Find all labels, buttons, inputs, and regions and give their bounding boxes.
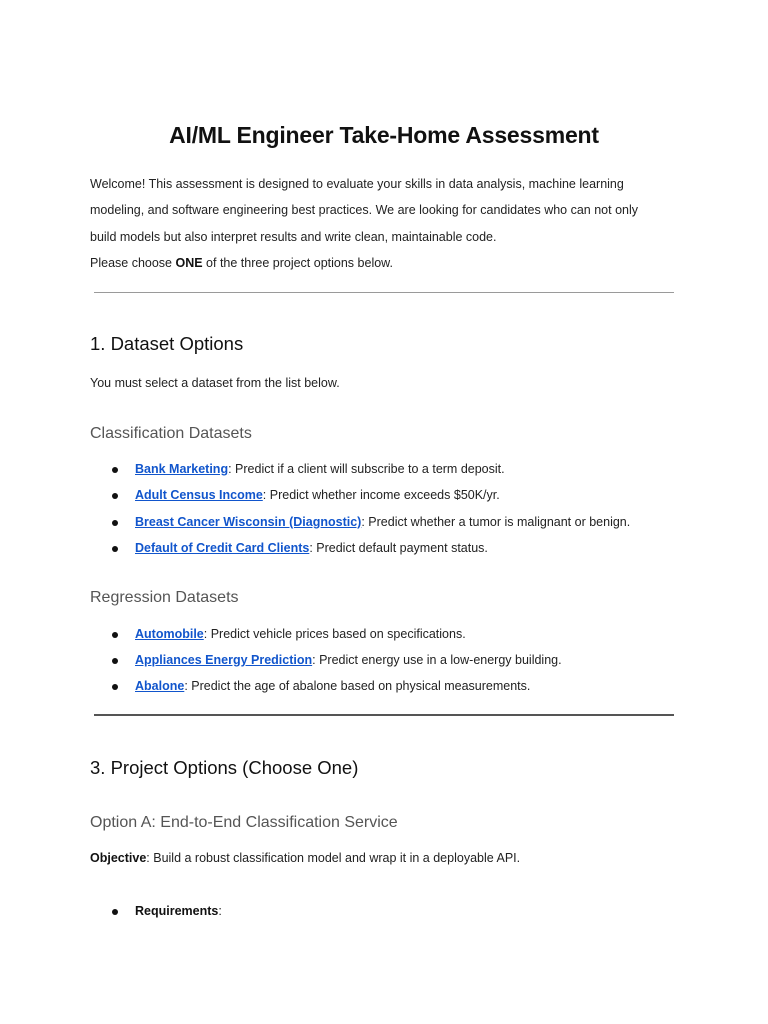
bullet-dot [112,909,118,915]
objective-text: : Build a robust classification model and wrap it in a deployable API. [146,851,521,865]
dataset-description: : Predict the age of abalone based on physical measurements. [184,679,531,693]
objective-label: Objective [90,851,147,865]
page-title: AI/ML Engineer Take-Home Assessment [169,122,599,148]
divider-2 [94,714,674,716]
bullet-dot [112,493,118,499]
bullet-dot [112,520,118,526]
intro-choose-line [90,256,690,270]
classification-heading: Classification Datasets [90,425,252,442]
intro-line-2: modeling, and software engineering best practices. We are looking for candidates who can not only [90,203,639,217]
section-3-heading: 3. Project Options (Choose One) [90,757,359,778]
dataset-link-adult-census-income[interactable]: Adult Census Income [135,488,263,502]
dataset-description: : Predict default payment status. [309,541,488,555]
intro-line-1: Welcome! This assessment is designed to evaluate your skills in data analysis, machine learning [90,177,624,191]
option-a-heading: Option A: End-to-End Classification Service [90,814,398,831]
bullet-dot [112,546,118,552]
divider-1 [94,292,674,293]
choose-suffix: of the three project options below. [202,256,393,270]
dataset-description: : Predict energy use in a low-energy building. [312,653,562,667]
dataset-link-breast-cancer[interactable]: Breast Cancer Wisconsin (Diagnostic) [135,515,362,529]
bullet-dot [112,658,118,664]
bullet-dot [112,467,118,473]
requirements-suffix: : [218,904,222,918]
dataset-link-bank-marketing[interactable]: Bank Marketing [135,462,229,476]
intro-line-3: build models but also interpret results and write clean, maintainable code. [90,230,497,244]
bullet-dot [112,632,118,638]
dataset-link-automobile[interactable]: Automobile [135,627,204,641]
choose-prefix: Please choose [90,256,176,270]
choose-strong: ONE [175,256,203,270]
bullet-dot [112,684,118,690]
dataset-description: : Predict whether a tumor is malignant or benign. [361,515,631,529]
dataset-description: : Predict vehicle prices based on specifications. [203,627,466,641]
regression-heading: Regression Datasets [90,589,239,606]
requirements-label: Requirements [135,904,219,918]
dataset-link-appliances-energy[interactable]: Appliances Energy Prediction [135,653,313,667]
section-1-description: You must select a dataset from the list below. [90,376,340,390]
dataset-description: : Predict whether income exceeds $50K/yr. [262,488,500,502]
dataset-description: : Predict if a client will subscribe to a term deposit. [228,462,505,476]
dataset-link-credit-card-default[interactable]: Default of Credit Card Clients [135,541,310,555]
dataset-link-abalone[interactable]: Abalone [135,679,185,693]
objective-line [90,851,690,865]
section-1-heading: 1. Dataset Options [90,333,244,354]
